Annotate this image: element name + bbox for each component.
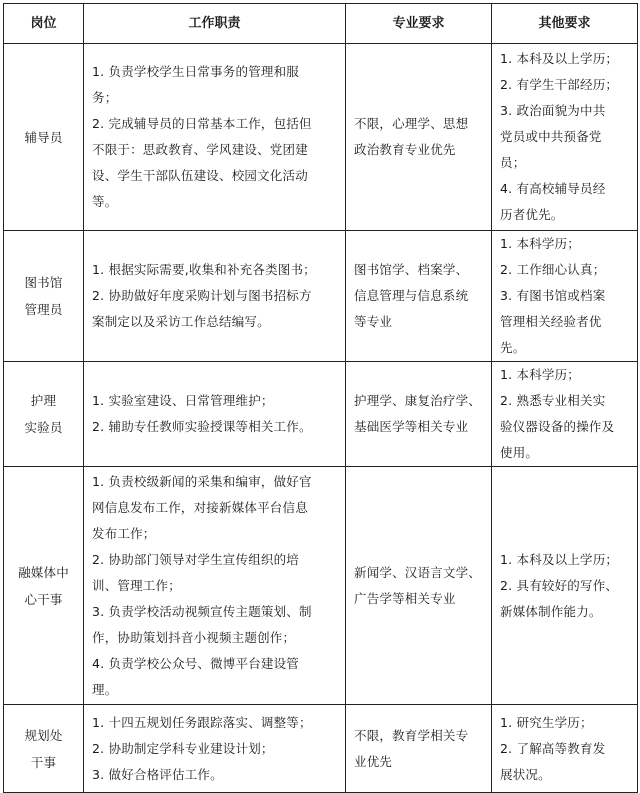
major-requirements-cell bbox=[346, 467, 492, 705]
table-header-row bbox=[4, 4, 638, 44]
other-line: 展状况。 bbox=[500, 766, 551, 782]
duties-line: 务； bbox=[92, 90, 118, 105]
role-line: 实验员 bbox=[24, 420, 63, 435]
job-requirements-table bbox=[3, 3, 638, 793]
other-line: 管理相关经验者优 bbox=[500, 314, 602, 329]
major-line: 信息管理与信息系统 bbox=[354, 288, 469, 303]
other-requirements-cell bbox=[492, 44, 638, 231]
duties-line: 作，协助策划抖音小视频主题创作； bbox=[92, 629, 296, 645]
other-line: 1. 本科及以上学历； bbox=[500, 51, 619, 66]
major-line: 新闻学、汉语言文学、 bbox=[354, 564, 482, 580]
duties-line: 训、管理工作； bbox=[92, 577, 181, 593]
major-requirements-cell bbox=[346, 362, 492, 467]
duties-cell bbox=[84, 362, 346, 467]
role-cell bbox=[4, 231, 84, 362]
major-line: 等专业 bbox=[354, 314, 393, 329]
duties-line: 1. 负责学校学生日常事务的管理和服 bbox=[92, 64, 300, 79]
major-line: 不限，教育学相关专 bbox=[354, 727, 469, 743]
other-line: 4. 有高校辅导员经 bbox=[500, 181, 606, 196]
other-line: 1. 本科学历； bbox=[500, 367, 580, 382]
role-cell bbox=[4, 362, 84, 467]
duties-line: 3. 做好合格评估工作。 bbox=[92, 766, 223, 782]
table-row bbox=[4, 705, 638, 793]
role-line: 干事 bbox=[30, 754, 57, 770]
role-cell bbox=[4, 705, 84, 793]
table-row bbox=[4, 362, 638, 467]
duties-line: 网信息发布工作，对接新媒体平台信息 bbox=[92, 499, 308, 515]
other-line: 2. 有学生干部经历； bbox=[500, 77, 619, 92]
other-requirements-cell bbox=[492, 231, 638, 362]
other-line: 1. 本科及以上学历； bbox=[500, 551, 619, 567]
duties-line: 发布工作； bbox=[92, 525, 156, 541]
duties-cell bbox=[84, 44, 346, 231]
other-requirements-cell bbox=[492, 467, 638, 705]
role-line: 心干事 bbox=[24, 591, 63, 607]
role-line: 融媒体中 bbox=[18, 564, 69, 580]
other-requirements-cell bbox=[492, 705, 638, 793]
other-line: 历者优先。 bbox=[500, 207, 564, 222]
role-cell bbox=[4, 467, 84, 705]
other-line: 2. 熟悉专业相关实 bbox=[500, 393, 606, 408]
other-line: 2. 具有较好的写作、 bbox=[500, 577, 619, 593]
other-line: 先。 bbox=[500, 340, 526, 355]
duties-line: 案制定以及采访工作总结编写。 bbox=[92, 314, 270, 329]
table-row bbox=[4, 231, 638, 362]
duties-line: 2. 完成辅导员的日常基本工作，包括但 bbox=[92, 116, 312, 131]
other-line: 2. 工作细心认真； bbox=[500, 262, 606, 277]
duties-line: 理。 bbox=[92, 681, 118, 697]
other-line: 新媒体制作能力。 bbox=[500, 603, 602, 619]
other-line: 党员或中共预备党 bbox=[500, 129, 602, 144]
other-line: 3. 政治面貌为中共 bbox=[500, 103, 606, 118]
role-cell bbox=[4, 44, 84, 231]
major-requirements-cell bbox=[346, 231, 492, 362]
duties-line: 2. 辅助专任教师实验授课等相关工作。 bbox=[92, 419, 312, 434]
header-major-requirements: 专业要求 bbox=[346, 4, 492, 44]
duties-line: 1. 负责校级新闻的采集和编审，做好官 bbox=[92, 473, 312, 489]
table-row bbox=[4, 467, 638, 705]
other-line: 验仪器设备的操作及 bbox=[500, 419, 615, 434]
other-requirements-cell bbox=[492, 362, 638, 467]
duties-line: 1. 根据实际需要,收集和补充各类图书； bbox=[92, 262, 316, 277]
role-line: 管理员 bbox=[24, 302, 63, 317]
role-line: 图书馆 bbox=[24, 275, 63, 290]
table-row bbox=[4, 44, 638, 231]
duties-line: 4. 负责学校公众号、微博平台建设管 bbox=[92, 655, 300, 671]
header-other-requirements: 其他要求 bbox=[492, 4, 638, 44]
other-line: 使用。 bbox=[500, 445, 539, 460]
major-line: 不限，心理学、思想 bbox=[354, 116, 469, 131]
duties-line: 2. 协助制定学科专业建设计划； bbox=[92, 740, 274, 756]
duties-line: 设、学生干部队伍建设、校园文化活动 bbox=[92, 168, 308, 183]
major-line: 基础医学等相关专业 bbox=[354, 419, 469, 434]
role-line: 规划处 bbox=[24, 727, 63, 743]
role-line: 辅导员 bbox=[24, 129, 63, 145]
major-requirements-cell bbox=[346, 44, 492, 231]
major-line: 业优先 bbox=[354, 753, 393, 769]
header-duties: 工作职责 bbox=[84, 4, 346, 44]
duties-line: 1. 实验室建设、日常管理维护； bbox=[92, 393, 274, 408]
role-line: 护理 bbox=[30, 393, 57, 408]
major-line: 广告学等相关专业 bbox=[354, 590, 456, 606]
duties-cell bbox=[84, 231, 346, 362]
duties-line: 不限于：思政教育、学风建设、党团建 bbox=[92, 142, 308, 157]
major-line: 护理学、康复治疗学、 bbox=[354, 393, 482, 408]
table-body bbox=[4, 44, 638, 793]
duties-line: 2. 协助做好年度采购计划与图书招标方 bbox=[92, 288, 312, 303]
duties-line: 等。 bbox=[92, 194, 118, 209]
header-position: 岗位 bbox=[4, 4, 84, 44]
other-line: 1. 研究生学历； bbox=[500, 714, 593, 730]
major-line: 图书馆学、档案学、 bbox=[354, 262, 469, 277]
other-line: 2. 了解高等教育发 bbox=[500, 740, 606, 756]
duties-cell bbox=[84, 467, 346, 705]
duties-line: 3. 负责学校活动视频宣传主题策划、制 bbox=[92, 603, 312, 619]
other-line: 3. 有图书馆或档案 bbox=[500, 288, 606, 303]
major-requirements-cell bbox=[346, 705, 492, 793]
duties-cell bbox=[84, 705, 346, 793]
duties-line: 2. 协助部门领导对学生宣传组织的培 bbox=[92, 551, 300, 567]
duties-line: 1. 十四五规划任务跟踪落实、调整等； bbox=[92, 714, 312, 730]
major-line: 政治教育专业优先 bbox=[354, 142, 456, 157]
other-line: 1. 本科学历； bbox=[500, 236, 580, 251]
other-line: 员； bbox=[500, 155, 526, 170]
